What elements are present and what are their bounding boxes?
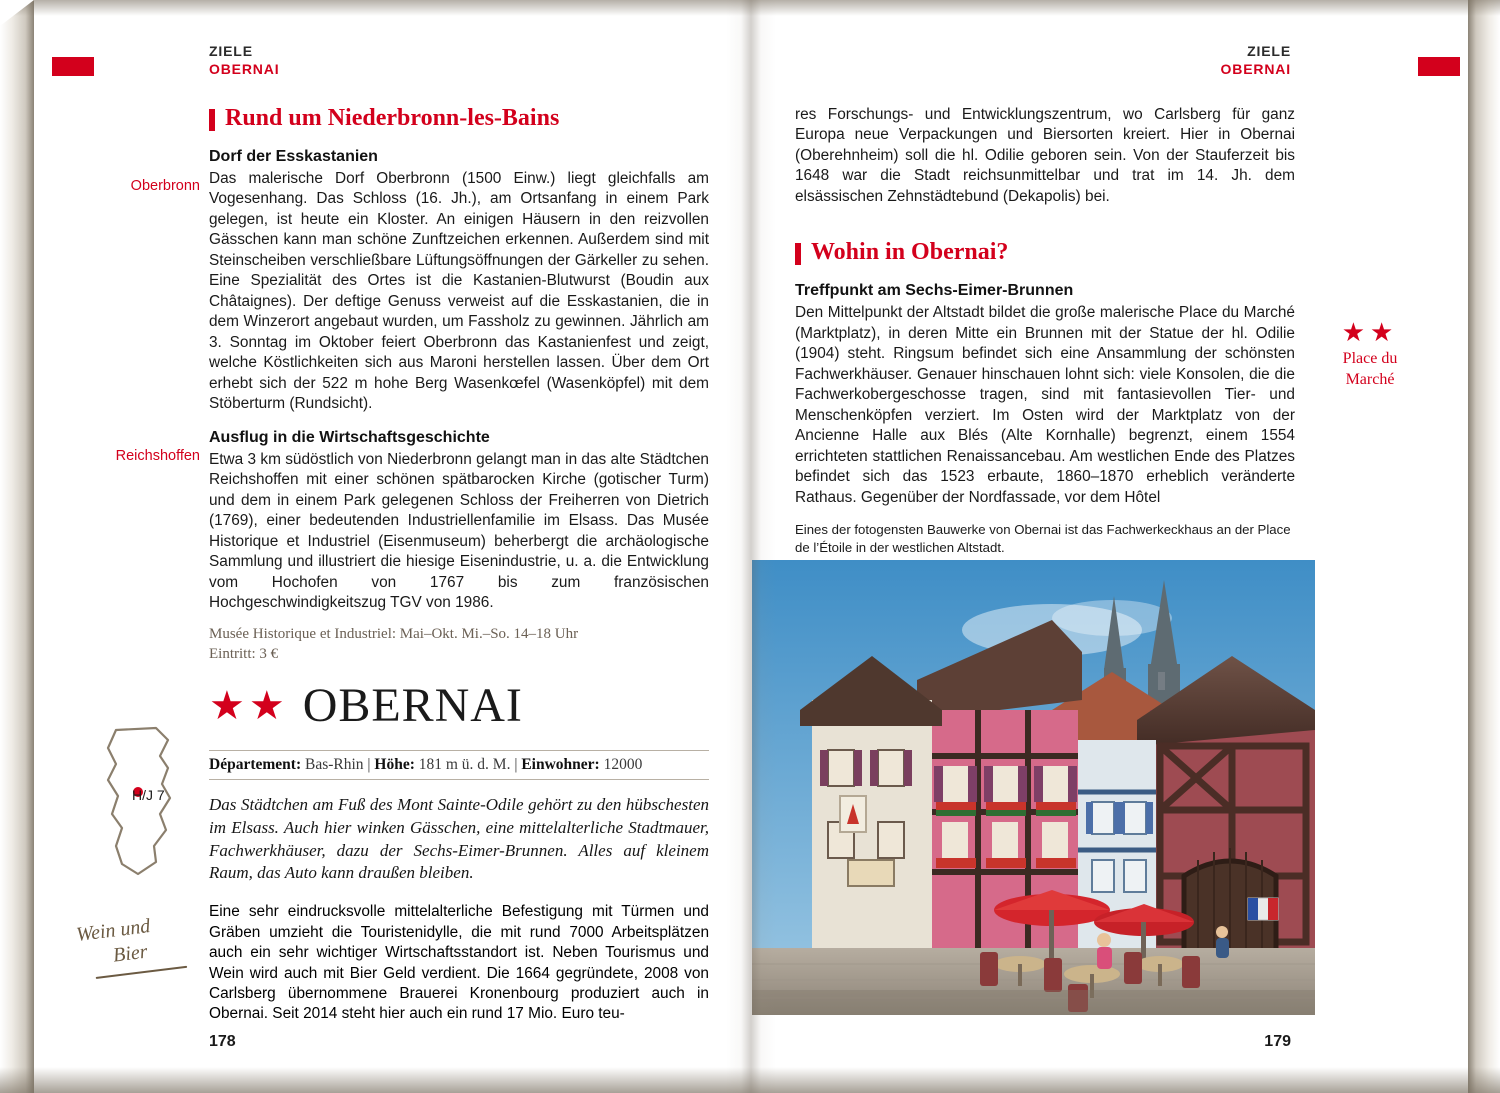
running-head-chapter-right: ZIELE: [1247, 43, 1291, 59]
running-head-right: [1221, 43, 1291, 78]
photo-illustration: [752, 560, 1315, 1015]
destination-title-row: [209, 679, 709, 732]
running-head-chapter: ZIELE: [209, 43, 253, 59]
bottom-shadow: [0, 1067, 1500, 1093]
destination-facts: [209, 750, 709, 780]
page-number-right: 179: [1264, 1033, 1291, 1050]
fact-value-hoehe: 181 m ü. d. M.: [418, 756, 511, 773]
running-head-place: OBERNAI: [209, 60, 280, 77]
highlight-place-du-marche: [1300, 318, 1440, 389]
margin-label-oberbronn: Oberbronn: [130, 178, 200, 194]
paragraph-continued: res Forschungs- und Entwicklungszentrum, wo Carlsberg für ganz Europa neue Verpackungen und Biersorten kreiert. Hier in Obernai (Oberehnheim) soll die hl. Odilie geboren sein. Von der Stauferzeit bis 1648 war die Stadt reichsunmittelbar und trat im 14. Jh. dem elsässischen Zehnstädtebund (Dekapolis) bei.: [795, 106, 1295, 205]
section-heading-wohin-in-obernai: Wohin in Obernai?: [795, 239, 1295, 266]
fact-label-hoehe: Höhe:: [374, 756, 415, 773]
left-column-text: [209, 105, 709, 664]
right-column-text: [795, 105, 1295, 522]
running-head-left: [209, 43, 279, 78]
margin-label-reichshoffen: Reichshoffen: [115, 448, 200, 464]
handwritten-line-1: Wein und: [75, 915, 152, 946]
subheading-sechs-eimer-brunnen: Treffpunkt am Sechs-Eimer-Brunnen: [795, 282, 1074, 300]
fact-label-einwohner: Einwohner:: [521, 756, 600, 773]
fact-sep-1: |: [367, 756, 371, 773]
subheading-dorf-der-esskastanien: Dorf der Esskastanien: [209, 148, 378, 165]
fact-sep-2: |: [514, 756, 518, 773]
star-rating-icon: ★★: [209, 684, 289, 728]
fact-value-einwohner: 12000: [603, 756, 643, 773]
destination-title: OBERNAI: [302, 679, 523, 732]
section-heading-niederbronn: Rund um Niederbronn-les-Bains: [209, 105, 709, 132]
handwritten-line-2: Bier: [111, 940, 149, 967]
subheading-wirtschaftsgeschichte: Ausflug in die Wirtschaftsgeschichte: [209, 428, 490, 446]
fact-value-departement: Bas-Rhin: [304, 756, 364, 773]
destination-block-obernai: [209, 679, 709, 1039]
paragraph-oberbronn: Das malerische Dorf Oberbronn (1500 Einw.) liegt gleichfalls am Vogesenhang. Das Schloss (16. Jh.), am Ortsanfang in einem Park gelegen, ist heute ein Kloster. An einigen Häusern in den reizvollen Gässchen kann man schöne Zunftzeichen erkennen. Außerdem sind mit Steinscheiben verschließbare Lüftungsöffnungen der Gärkeller zu sehen. Eine Spezialität des Ortes ist die Kastanien-Blutwurst (Boudin aux Châtaignes). Der deftige Genuss verweist auf die Esskastanien, die in dem Winzerort angebaut wurden, um Fassholz zu gewinnen. Jährlich am 3. Sonntag im Oktober feiert Oberbronn das Kastanienfest und zeigt, welche Köstlichkeiten sich aus Maroni herstellen lassen. Über dem Ort erhebt sich der 522 m hohe Berg Wasenkœfel (Wasenköpfel) mit dem Stöberturm (Rundsicht).: [209, 170, 709, 413]
map-grid-reference: H/J 7: [132, 787, 165, 803]
book-gutter: [726, 0, 776, 1093]
info-line-museum-hours: Musée Historique et Industriel: Mai–Okt. Mi.–So. 14–18 Uhr: [209, 625, 579, 642]
place-marker-line-2: Marché: [1345, 370, 1395, 388]
corner-fold: [0, 0, 34, 26]
running-head-place-right: OBERNAI: [1220, 60, 1291, 77]
paragraph-place-du-marche: Den Mittelpunkt der Altstadt bildet die große malerische Place du Marché (Marktplatz), in deren Mitte ein Brunnen mit der Statue der hl. Odilie (1904) steht. Ringsum befindet sich eine Ansammlung der schönsten Fachwerkhäuser. Genauer hinschauen lohnt sich: viele Konsolen, die die Fachwerkobergeschosse tragen, sind mit fantasievollen Tier- und Menschenköpfen verziert. Im Osten wird der Marktplatz von der Ancienne Halle aux Blés (Alte Kornhalle) begrenzt, einem 1554 errichteten stattlichen Renaissancebau. Am westlichen Ende des Platzes befindet sich das 1523 erbaute, 1860–1870 erheblich veränderte Rathaus. Gegenüber der Nordfassade, vor dem Hôtel: [795, 304, 1295, 506]
chapter-tab-left: [52, 57, 94, 76]
destination-intro: Das Städtchen am Fuß des Mont Sainte-Odile gehört zu den hübschesten im Elsass. Auch hier winken Gässchen, eine mittelalterliche Stadtmauer, Fachwerkhäuser, dazu der Sechs-Eimer-Brunnen. Alles auf kleinem Raum, das Auto kann draußen bleiben.: [209, 795, 709, 883]
info-line-admission: Eintritt: 3 €: [209, 645, 279, 662]
top-shadow: [0, 0, 1500, 16]
photo-obernai-altstadt: [752, 560, 1315, 1015]
page-number-left: 178: [209, 1033, 236, 1050]
destination-body: Eine sehr eindrucksvolle mittelalterliche Befestigung mit Türmen und Gräben umzieht die Touristenidylle, die mit rund 7000 Arbeitsplätzen auch ein sehr wichtiger Wirtschaftsstandort ist. Neben Tourismus und Wein wird auch mit Bier Geld verdient. Die 1664 gegründete, 2008 von Carlsberg übernommene Brauerei Kronenbourg produziert auch in Obernai. Seit 2014 steht hier auch ein rund 17 Mio. Euro teu-: [209, 903, 709, 1023]
fact-label-departement: Département:: [209, 756, 302, 773]
place-marker-line-1: Place du: [1342, 349, 1398, 367]
place-star-rating-icon: ★★: [1341, 317, 1399, 347]
chapter-tab-right: [1418, 57, 1460, 76]
paragraph-reichshoffen: Etwa 3 km südöstlich von Niederbronn gelangt man in das alte Städtchen Reichshoffen mit einer schönen spätbarocken Kirche (gotischer Turm) und dem in einem Park gelegenen Schloss der Freiherren von Dietrich (1769), einer bedeutenden Industriellenfamilie im Elsass. Das Musée Historique et Industriel (Eisenmuseum) beherbergt die archäologische Sammlung und illustriert die hiesige Eisenindustrie, u. a. die Entwicklung vom Hochofen von 1767 bis zum französischen Hochgeschwindigkeitszug TGV von 1986.: [209, 450, 709, 612]
page-edge-right: [1468, 0, 1500, 1093]
page-edge-left: [0, 0, 34, 1093]
photo-caption: Eines der fotogensten Bauwerke von Obernai ist das Fachwerkeckhaus an der Place de l’Étoile in der westlichen Altstadt.: [795, 522, 1291, 555]
